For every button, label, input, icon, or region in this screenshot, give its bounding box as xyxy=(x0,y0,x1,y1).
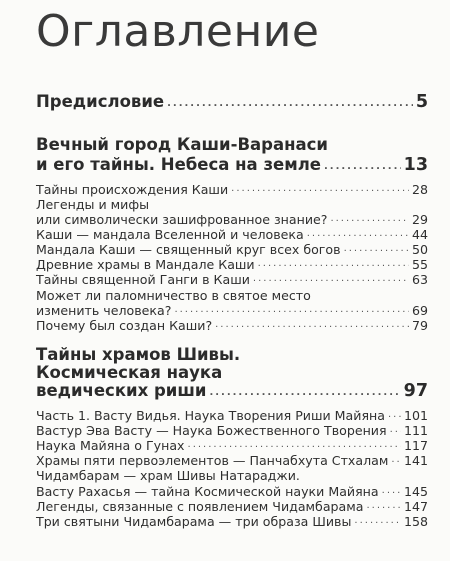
toc-entry-page: 13 xyxy=(403,155,428,175)
toc-entry-label: Легенды, связанные с появлением Чидамбарама xyxy=(36,499,364,514)
toc-entry[interactable] xyxy=(36,438,428,453)
toc-entry[interactable] xyxy=(36,182,428,197)
toc-entry-page: 158 xyxy=(403,514,428,529)
toc-entry-label-line: Чидамбарам — храм Шивы Натараджи. xyxy=(36,468,300,483)
toc-entry[interactable] xyxy=(36,242,428,257)
toc-entry-page: 117 xyxy=(403,438,428,453)
toc-entry-label: изменить человека? xyxy=(36,303,172,318)
toc-entry-page: 28 xyxy=(411,182,428,197)
toc-section-1[interactable] xyxy=(36,155,428,175)
toc-entry[interactable] xyxy=(36,303,428,318)
leader-dots xyxy=(382,486,401,499)
toc-entry-page: 111 xyxy=(403,423,428,438)
toc-entry[interactable] xyxy=(36,514,428,529)
toc-entry-page: 101 xyxy=(403,408,428,423)
toc-entry[interactable] xyxy=(36,499,428,514)
leader-dots xyxy=(388,410,401,423)
section-heading-line: и его тайны. Небеса на земле xyxy=(36,155,321,174)
leader-dots xyxy=(167,99,413,112)
leader-dots xyxy=(344,244,409,257)
toc-entry-label: Предисловие xyxy=(36,92,165,111)
leader-dots xyxy=(354,516,401,529)
leader-dots xyxy=(390,425,401,438)
toc-entry[interactable] xyxy=(36,318,428,333)
toc-entry[interactable] xyxy=(36,257,428,272)
toc-entry-page: 50 xyxy=(411,242,428,257)
toc-entry-label: Тайны священной Ганги в Каши xyxy=(36,272,250,287)
toc-entry-page: 79 xyxy=(411,318,428,333)
toc-entry-label: Древние храмы в Мандале Каши xyxy=(36,257,255,272)
leader-dots xyxy=(209,388,400,401)
leader-dots xyxy=(324,162,401,175)
toc-entry-preface[interactable] xyxy=(36,92,428,112)
toc-entry-label: Храмы пяти первоэлементов — Панчабхута Стхалам xyxy=(36,453,389,468)
toc-entry[interactable] xyxy=(36,423,428,438)
toc-entry-label: или символически зашифрованное знание? xyxy=(36,212,328,227)
section-heading-line: Космическая наука xyxy=(36,363,223,382)
toc-entry-label: Каши — мандала Вселенной и человека xyxy=(36,227,304,242)
toc-entry-label: Наука Майяна о Гунах xyxy=(36,438,185,453)
toc-entry[interactable] xyxy=(36,453,428,468)
toc-entry-label-line: Легенды и мифы xyxy=(36,197,150,212)
leader-dots xyxy=(366,501,400,514)
toc-entry-label: Васту Рахасья — тайна Космической науки Майяна xyxy=(36,484,379,499)
toc-entry-label: Часть 1. Васту Видья. Наука Творения Риши Майяна xyxy=(36,408,385,423)
leader-dots xyxy=(258,259,409,272)
section-heading-line: Тайны храмов Шивы. xyxy=(36,345,241,364)
leader-dots xyxy=(174,305,409,318)
toc-entry-page: 5 xyxy=(415,92,428,112)
leader-dots xyxy=(253,274,409,287)
leader-dots xyxy=(330,214,409,227)
toc-entry-page: 145 xyxy=(403,484,428,499)
toc-entry-page: 141 xyxy=(403,453,428,468)
toc-entry[interactable] xyxy=(36,227,428,242)
leader-dots xyxy=(188,440,401,453)
toc-entry-page: 97 xyxy=(403,381,428,401)
toc-entry-page: 29 xyxy=(411,212,428,227)
toc-entry-page: 69 xyxy=(411,303,428,318)
toc-entry-page: 63 xyxy=(411,272,428,287)
toc-entry-page: 44 xyxy=(411,227,428,242)
leader-dots xyxy=(307,229,409,242)
toc-entry-label-line: Может ли паломничество в святое место xyxy=(36,288,311,303)
section-heading-line: Вечный город Каши-Варанаси xyxy=(36,135,328,154)
toc-entry-label: Почему был создан Каши? xyxy=(36,318,213,333)
toc-entry-page: 55 xyxy=(411,257,428,272)
page-title: Оглавление xyxy=(36,6,320,57)
toc-section-2[interactable] xyxy=(36,381,428,401)
toc-entry[interactable] xyxy=(36,212,428,227)
toc-entry[interactable] xyxy=(36,484,428,499)
toc-entry-label: Вастур Эва Вaсту — Наука Божественного Творения xyxy=(36,423,387,438)
leader-dots xyxy=(215,320,409,333)
section-heading-line: ведических риши xyxy=(36,381,207,400)
toc-entry[interactable] xyxy=(36,408,428,423)
toc-entry-label: Тайны происхождения Каши xyxy=(36,182,229,197)
toc-entry-label: Три святыни Чидамбарама — три образа Шивы xyxy=(36,514,352,529)
toc-entry[interactable] xyxy=(36,272,428,287)
leader-dots xyxy=(391,455,401,468)
toc-entry-label: Мандала Каши — священный круг всех богов xyxy=(36,242,341,257)
leader-dots xyxy=(231,184,409,197)
toc-entry-page: 147 xyxy=(403,499,428,514)
